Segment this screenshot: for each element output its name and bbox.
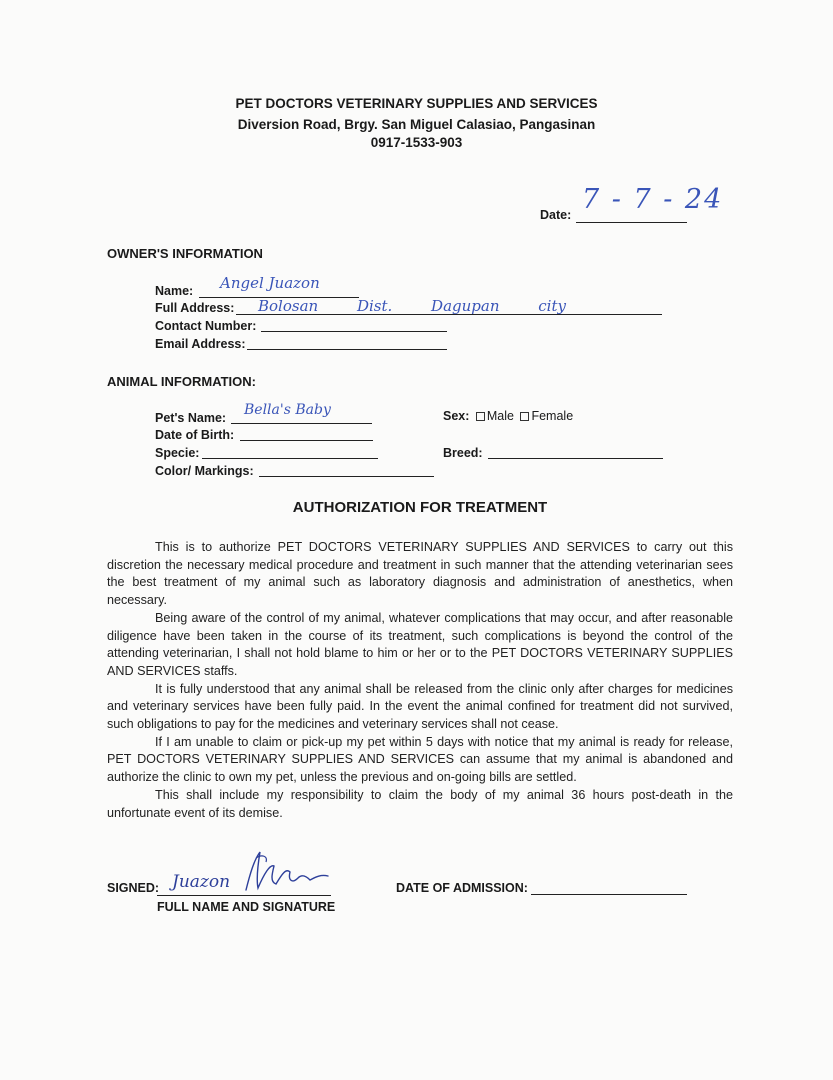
signed-label: SIGNED:	[107, 881, 160, 895]
date-label: Date:	[540, 208, 572, 222]
owner-name-value: Angel Juazon	[220, 274, 320, 292]
business-address: Diversion Road, Brgy. San Miguel Calasiao, Pangasinan	[237, 117, 596, 132]
authorization-paragraph: Being aware of the control of my animal, whatever complications that may occur, and after reasonable diligence have been taken in the course of its treatment, such complications is beyond the control of the attending veterinarian, I shall not hold blame to him or her or to the PET DOCTORS VETERINARY SUPPLIES AND SERVICES staffs.	[107, 610, 733, 678]
color-label: Color/ Markings:	[155, 464, 254, 478]
signature-name: Juazon	[172, 872, 231, 892]
breed-field	[488, 458, 663, 459]
email-field	[247, 349, 447, 350]
authorization-paragraph: If I am unable to claim or pick-up my pet within 5 days with notice that my animal is ready for release, PET DOCTORS VETERINARY SUPPLIES AND SERVICES can assume that my animal is abandoned and authorize the clinic to own my pet, unless the previous and on-going bills are settled.	[107, 734, 733, 785]
authorization-body	[107, 539, 733, 822]
address-value: Bolosan Dist. Dagupan city	[258, 297, 566, 315]
animal-section-title: ANIMAL INFORMATION:	[107, 374, 256, 389]
admission-date-field	[531, 894, 687, 895]
specie-field	[202, 458, 378, 459]
color-field	[259, 476, 434, 477]
admission-label: DATE OF ADMISSION:	[396, 881, 528, 895]
specie-label: Specie:	[155, 446, 200, 460]
pet-name-value: Bella's Baby	[244, 402, 331, 418]
authorization-paragraph: This shall include my responsibility to claim the body of my animal 36 hours post-death in the unfortunate event of its demise.	[107, 787, 733, 820]
female-option: Female	[531, 409, 574, 423]
owner-section-title: OWNER'S INFORMATION	[107, 246, 263, 261]
authorization-title: AUTHORIZATION FOR TREATMENT	[292, 499, 548, 516]
pet-name-line	[231, 423, 372, 424]
business-phone: 0917-1533-903	[370, 135, 463, 150]
signature-caption: FULL NAME AND SIGNATURE	[157, 900, 336, 914]
dob-label: Date of Birth:	[155, 428, 235, 442]
owner-name-label: Name:	[155, 284, 194, 298]
pet-name-label: Pet's Name:	[155, 411, 227, 425]
sex-field	[443, 409, 573, 423]
contact-label: Contact Number:	[155, 319, 257, 333]
address-label: Full Address:	[155, 301, 235, 315]
authorization-paragraph: It is fully understood that any animal shall be released from the clinic only after charges for medicines and veterinary services have been fully paid. In the event the animal confined for treatment did not survived, such obligations to pay for the medicines and veterinary services shall not cease.	[107, 681, 733, 732]
date-line	[576, 222, 687, 223]
sex-label: Sex:	[443, 409, 470, 423]
email-label: Email Address:	[155, 337, 246, 351]
contact-field	[261, 331, 447, 332]
dob-field	[240, 440, 373, 441]
female-checkbox[interactable]	[520, 412, 529, 421]
signature-scribble	[228, 844, 338, 896]
breed-label: Breed:	[443, 446, 483, 460]
male-checkbox[interactable]	[476, 412, 485, 421]
date-value: 7 - 7 - 24	[582, 184, 724, 215]
business-name: PET DOCTORS VETERINARY SUPPLIES AND SERVICES	[235, 96, 598, 111]
male-option: Male	[486, 409, 514, 423]
authorization-paragraph: This is to authorize PET DOCTORS VETERINARY SUPPLIES AND SERVICES to carry out this discretion the necessary medical procedure and treatment in such manner that the attending veterinarian sees the best treatment of my animal such as laboratory diagnosis and administration of anesthetics, when necessary.	[107, 540, 733, 608]
